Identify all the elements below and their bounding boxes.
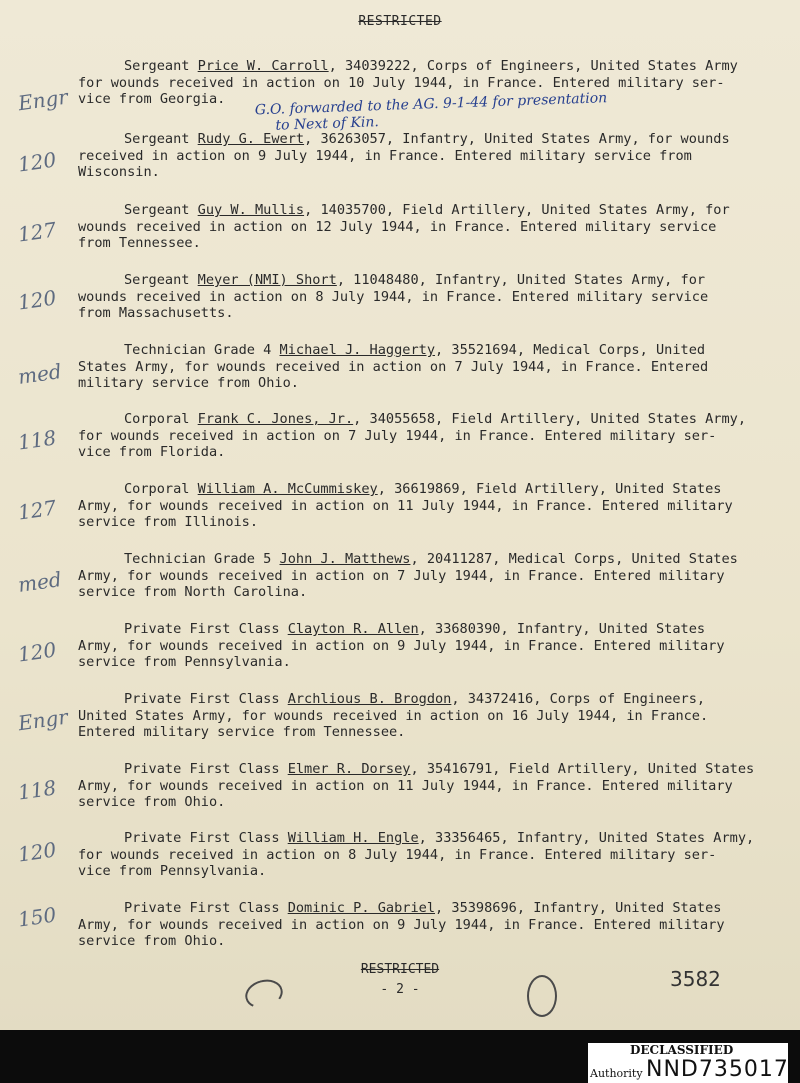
soldier-name: Price W. Carroll bbox=[197, 58, 329, 74]
citation-line: Army, for wounds received in action on 9 July 1944, in France. Entered military bbox=[78, 916, 725, 933]
citation-text: , 33680390, Infantry, United States bbox=[418, 621, 706, 637]
soldier-rank: Private First Class bbox=[124, 691, 280, 707]
citation-paragraph bbox=[78, 411, 778, 461]
soldier-rank: Sergeant bbox=[124, 58, 190, 74]
citation-line: Wisconsin. bbox=[78, 164, 160, 180]
citation-line bbox=[78, 900, 778, 917]
citation-text: , 33356465, Infantry, United States Army, bbox=[418, 830, 755, 846]
citation-line bbox=[78, 830, 778, 847]
soldier-rank: Corporal bbox=[124, 481, 190, 497]
citation-paragraph bbox=[78, 900, 778, 950]
citation-text: , 14035700, Field Artillery, United States Army, for bbox=[304, 202, 730, 218]
declassification-stamp bbox=[588, 1043, 788, 1083]
soldier-rank: Private First Class bbox=[124, 830, 280, 846]
citation-line: for wounds received in action on 8 July 1944, in France. Entered military ser- bbox=[78, 846, 717, 863]
soldier-name: Clayton R. Allen bbox=[287, 621, 419, 637]
citation-line bbox=[78, 411, 778, 428]
soldier-rank: Sergeant bbox=[124, 131, 190, 147]
soldier-name: William A. McCummiskey bbox=[197, 481, 378, 497]
citation-paragraph bbox=[78, 272, 778, 322]
soldier-name: William H. Engle bbox=[287, 830, 419, 846]
citation-text: , 20411287, Medical Corps, United States bbox=[410, 551, 738, 567]
citation-line: States Army, for wounds received in action on 7 July 1944, in France. Entered bbox=[78, 358, 709, 375]
soldier-name: Dominic P. Gabriel bbox=[287, 900, 436, 916]
soldier-name: Frank C. Jones, Jr. bbox=[197, 411, 354, 427]
citation-line bbox=[78, 342, 778, 359]
margin-note: Engr bbox=[16, 704, 70, 736]
citation-line: service from North Carolina. bbox=[78, 584, 308, 600]
citation-text: , 34372416, Corps of Engineers, bbox=[451, 691, 706, 707]
soldier-rank: Corporal bbox=[124, 411, 190, 427]
citation-line: for wounds received in action on 7 July 1944, in France. Entered military ser- bbox=[78, 427, 717, 444]
citation-line bbox=[78, 58, 778, 75]
citation-text: , 36619869, Field Artillery, United States bbox=[377, 481, 722, 497]
citation-line: service from Ohio. bbox=[78, 933, 226, 949]
margin-note: 120 bbox=[16, 837, 58, 867]
citation-text: , 34039222, Corps of Engineers, United States Army bbox=[328, 58, 738, 74]
soldier-name: Elmer R. Dorsey bbox=[287, 761, 411, 777]
soldier-rank: Sergeant bbox=[124, 202, 190, 218]
citation-paragraph bbox=[78, 342, 778, 392]
citation-paragraph bbox=[78, 830, 778, 880]
footer-classification-stamp: RESTRICTED bbox=[360, 962, 440, 977]
citation-line bbox=[78, 131, 778, 148]
citation-line: service from Illinois. bbox=[78, 514, 259, 530]
margin-note: 118 bbox=[16, 425, 58, 455]
soldier-rank: Private First Class bbox=[124, 761, 280, 777]
citation-line: United States Army, for wounds received in action on 16 July 1944, in France. bbox=[78, 707, 709, 724]
margin-note: med bbox=[16, 359, 64, 389]
citation-line: received in action on 9 July 1944, in France. Entered military service from bbox=[78, 147, 692, 164]
margin-note: med bbox=[16, 567, 64, 597]
citation-paragraph bbox=[78, 551, 778, 601]
margin-note: 120 bbox=[16, 637, 58, 667]
citation-line: vice from Georgia. bbox=[78, 91, 226, 107]
soldier-name: Meyer (NMI) Short bbox=[197, 272, 337, 288]
citation-text: , 11048480, Infantry, United States Army, for bbox=[336, 272, 706, 288]
citation-paragraph bbox=[78, 131, 778, 181]
citation-line: service from Pennsylvania. bbox=[78, 654, 291, 670]
citation-line: vice from Florida. bbox=[78, 444, 226, 460]
margin-note: Engr bbox=[16, 84, 70, 116]
soldier-rank: Private First Class bbox=[124, 621, 280, 637]
soldier-name: Guy W. Mullis bbox=[197, 202, 305, 218]
margin-note: 127 bbox=[16, 217, 58, 247]
citation-text: , 35398696, Infantry, United States bbox=[435, 900, 722, 916]
soldier-rank: Technician Grade 5 bbox=[124, 551, 272, 567]
citation-paragraph bbox=[78, 481, 778, 531]
soldier-name: Michael J. Haggerty bbox=[279, 342, 436, 358]
margin-note: 120 bbox=[16, 147, 58, 177]
soldier-rank: Private First Class bbox=[124, 900, 280, 916]
citation-text: , 35521694, Medical Corps, United bbox=[435, 342, 706, 358]
citation-line: Army, for wounds received in action on 7 July 1944, in France. Entered military bbox=[78, 567, 725, 584]
citation-line: from Massachusetts. bbox=[78, 305, 234, 321]
margin-note: 120 bbox=[16, 285, 58, 315]
citation-line: service from Ohio. bbox=[78, 794, 226, 810]
citation-line: vice from Pennsylvania. bbox=[78, 863, 267, 879]
soldier-rank: Technician Grade 4 bbox=[124, 342, 272, 358]
citation-paragraph bbox=[78, 202, 778, 252]
soldier-name: Archlious B. Brogdon bbox=[287, 691, 452, 707]
header-classification-stamp: RESTRICTED bbox=[358, 14, 442, 29]
citation-line bbox=[78, 551, 778, 568]
citation-paragraph bbox=[78, 621, 778, 671]
soldier-name: Rudy G. Ewert bbox=[197, 131, 305, 147]
citation-line bbox=[78, 272, 778, 289]
citation-line bbox=[78, 481, 778, 498]
citation-line: for wounds received in action on 10 July 1944, in France. Entered military ser- bbox=[78, 74, 725, 91]
document-number: 3582 bbox=[670, 967, 721, 991]
citation-line bbox=[78, 761, 778, 778]
citation-line: wounds received in action on 12 July 1944, in France. Entered military service bbox=[78, 218, 717, 235]
citation-text: , 35416791, Field Artillery, United States bbox=[410, 761, 755, 777]
citation-text: , 36263057, Infantry, United States Army, for wounds bbox=[304, 131, 730, 147]
handwritten-note-line-2: to Next of Kin. bbox=[275, 114, 380, 134]
citation-line bbox=[78, 202, 778, 219]
authority-value: NND735017 bbox=[646, 1057, 789, 1082]
pencil-mark bbox=[527, 975, 557, 1017]
soldier-rank: Sergeant bbox=[124, 272, 190, 288]
citation-line: from Tennessee. bbox=[78, 235, 201, 251]
margin-note: 118 bbox=[16, 775, 58, 805]
citation-line: Army, for wounds received in action on 9 July 1944, in France. Entered military bbox=[78, 637, 725, 654]
margin-note: 127 bbox=[16, 495, 58, 525]
citation-paragraph bbox=[78, 691, 778, 741]
declassified-label: DECLASSIFIED bbox=[630, 1043, 734, 1057]
citation-line bbox=[78, 621, 778, 638]
citation-line: military service from Ohio. bbox=[78, 375, 299, 391]
citation-line: wounds received in action on 8 July 1944, in France. Entered military service bbox=[78, 288, 709, 305]
margin-note: 150 bbox=[16, 902, 58, 932]
citation-line bbox=[78, 691, 778, 708]
citation-line: Army, for wounds received in action on 11 July 1944, in France. Entered military bbox=[78, 777, 733, 794]
citation-line: Army, for wounds received in action on 11 July 1944, in France. Entered military bbox=[78, 497, 733, 514]
citation-text: , 34055658, Field Artillery, United States Army, bbox=[353, 411, 747, 427]
citation-line: Entered military service from Tennessee. bbox=[78, 724, 406, 740]
authority-label: Authority bbox=[590, 1067, 643, 1080]
handwritten-note-line-1: G.O. forwarded to the AG. 9-1-44 for presentation bbox=[254, 90, 608, 119]
soldier-name: John J. Matthews bbox=[279, 551, 411, 567]
page-number: - 2 - bbox=[380, 982, 420, 997]
citation-paragraph bbox=[78, 761, 778, 811]
